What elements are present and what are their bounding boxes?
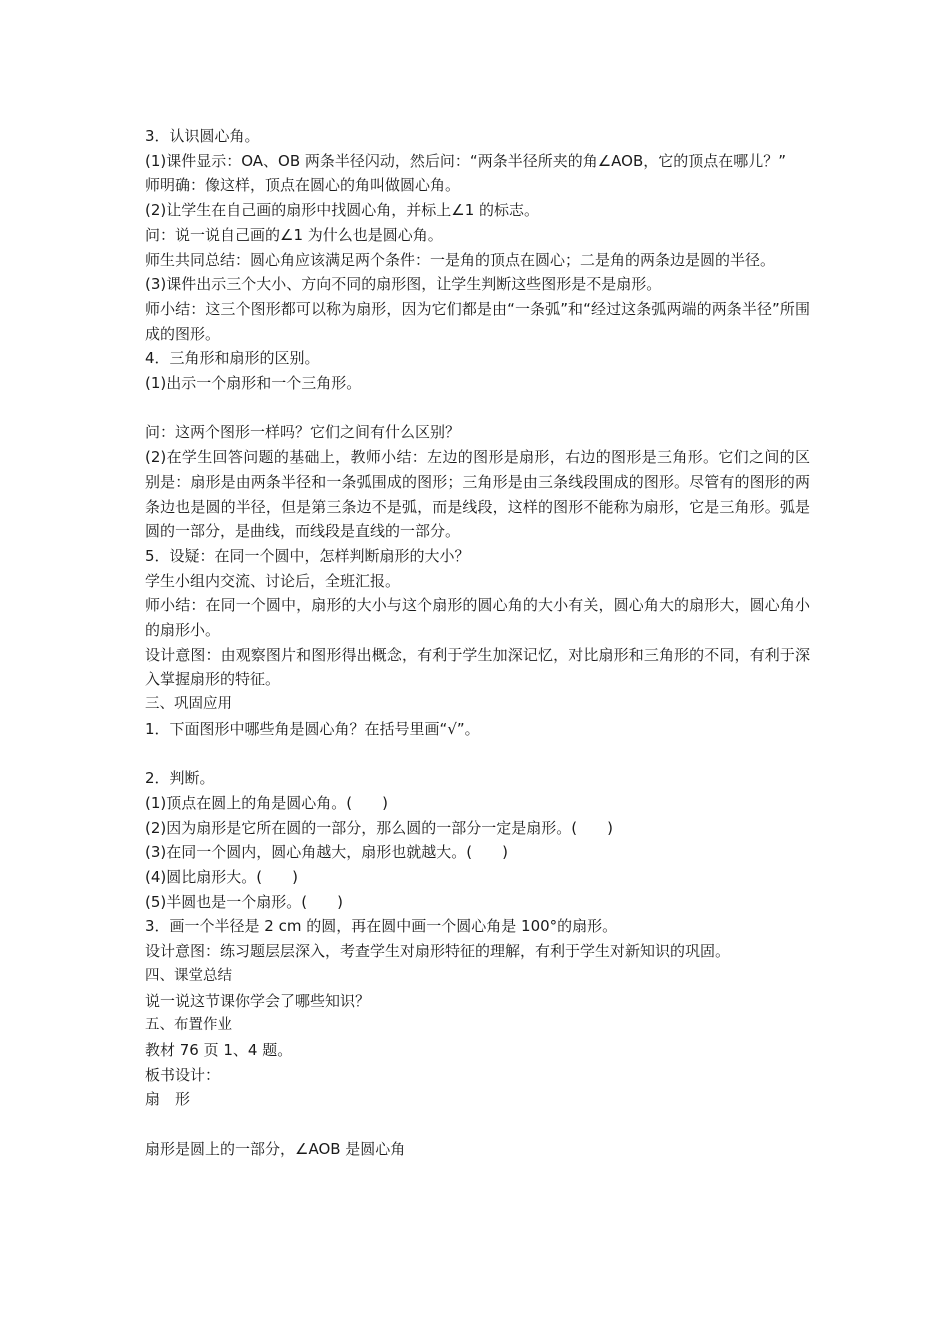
paragraph: 2．判断。 [145,769,215,788]
paragraph: 问：说一说自己画的∠1 为什么也是圆心角。 [145,225,443,244]
paragraph: (1)出示一个扇形和一个三角形。 [145,374,362,393]
blank-line [145,1112,810,1137]
paragraph: 说一说这节课你学会了哪些知识？ [145,991,371,1010]
blank-line [145,396,810,421]
paragraph: 设计意图：练习题层层深入，考查学生对扇形特征的理解，有利于学生对新知识的巩固。 [145,942,731,961]
section-title-triangle-vs-sector: 4．三角形和扇形的区别。 [145,349,320,368]
paragraph: 1．下面图形中哪些角是圆心角？在括号里画“√”。 [145,719,480,738]
paragraph: (2)在学生回答问题的基础上，教师小结：左边的图形是扇形，右边的图形是三角形。它们之间的区别是：扇形是由两条半径和一条弧围成的图形；三角形是由三条线段围成的图形。尽管有的图形的两条边也是圆的半径，但是第三条边不是弧，而是线段，这样的图形不能称为扇形，它是三角形。弧是圆的一部分，是曲线，而线段是直线的一部分。 [145,448,810,541]
heading-homework: 五、布置作业 [145,1017,232,1034]
heading-consolidation: 三、巩固应用 [145,696,232,713]
judgment-item: (1)顶点在圆上的角是圆心角。( ) [145,793,388,812]
paragraph: 设计意图：由观察图片和图形得出概念，有利于学生加深记忆，对比扇形和三角形的不同，有利于深入掌握扇形的特征。 [145,645,810,689]
paragraph: 学生小组内交流、讨论后，全班汇报。 [145,571,401,590]
board-title: 扇 形 [145,1090,191,1109]
paragraph: 师明确：像这样，顶点在圆心的角叫做圆心角。 [145,176,461,195]
judgment-item: (5)半圆也是一个扇形。( ) [145,892,343,911]
heading-summary: 四、课堂总结 [145,967,232,984]
paragraph: (2)让学生在自己画的扇形中找圆心角，并标上∠1 的标志。 [145,201,540,220]
paragraph: 3．画一个半径是 2 cm 的圆，再在圆中画一个圆心角是 100°的扇形。 [145,917,618,936]
paragraph: 师小结：在同一个圆中，扇形的大小与这个扇形的圆心角的大小有关，圆心角大的扇形大，圆心角小的扇形小。 [145,596,810,640]
board-content: 扇形是圆上的一部分，∠AOB 是圆心角 [145,1139,406,1158]
blank-line [145,742,810,767]
paragraph: (1)课件显示：OA、OB 两条半径闪动，然后问：“两条半径所夹的角∠AOB，它的顶点在哪儿？” [145,151,787,170]
paragraph: 师生共同总结：圆心角应该满足两个条件：一是角的顶点在圆心；二是角的两条边是圆的半径。 [145,250,776,269]
document-page [145,124,810,1161]
paragraph: 问：这两个图形一样吗？它们之间有什么区别？ [145,423,461,442]
paragraph: 板书设计： [145,1065,221,1084]
section-title-question: 5．设疑：在同一个圆中，怎样判断扇形的大小？ [145,546,470,565]
section-title-central-angle: 3．认识圆心角。 [145,127,260,145]
judgment-item: (3)在同一个圆内，圆心角越大，扇形也就越大。( ) [145,843,508,862]
judgment-item: (4)圆比扇形大。( ) [145,868,298,887]
paragraph: 教材 76 页 1、4 题。 [145,1040,293,1059]
judgment-item: (2)因为扇形是它所在圆的一部分，那么圆的一部分一定是扇形。( ) [145,818,613,837]
paragraph: 师小结：这三个图形都可以称为扇形，因为它们都是由“一条弧”和“经过这条弧两端的两条半径”所围成的图形。 [145,299,810,343]
paragraph: (3)课件出示三个大小、方向不同的扇形图，让学生判断这些图形是不是扇形。 [145,275,662,294]
